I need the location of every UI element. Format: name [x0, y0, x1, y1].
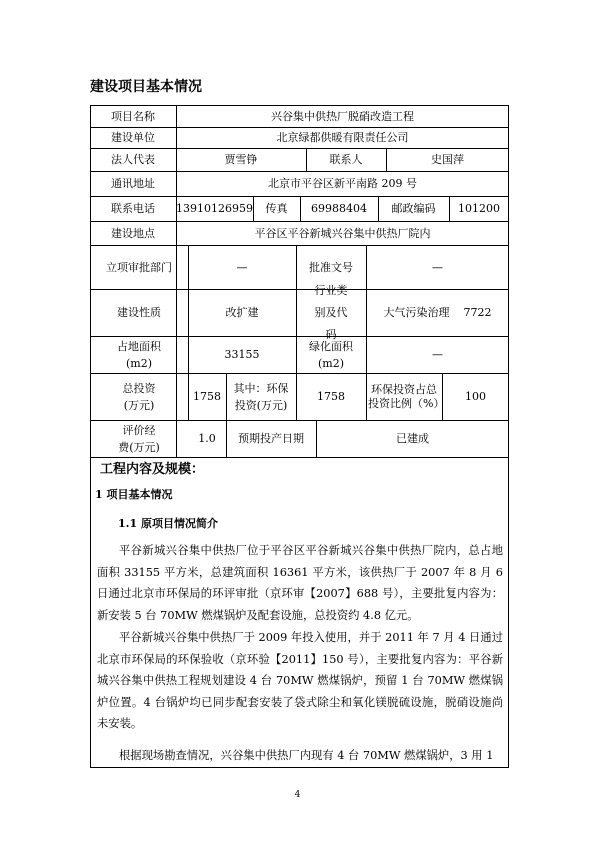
content-heading: 工程内容及规模： — [100, 462, 205, 477]
env-invest-label: 其中：环保投资(万元) — [233, 381, 289, 412]
approval-no-label: 批准文号 — [309, 260, 353, 274]
approval-dept-label: 立项审批部门 — [106, 260, 172, 274]
approval-dept-value: — — [236, 260, 248, 274]
eval-fee-value: 1.0 — [198, 432, 216, 445]
total-invest-label: 总投资(万元) — [122, 381, 156, 412]
contact-label: 联系人 — [329, 153, 363, 166]
fax-label: 传真 — [265, 202, 288, 215]
legal-rep-value: 贾雪铮 — [224, 153, 258, 166]
page-title: 建设项目基本情况 — [90, 79, 202, 95]
industry-label: 行业类别及代码 — [314, 283, 348, 341]
expected-date-value: 已建成 — [396, 432, 429, 445]
legal-rep-label: 法人代表 — [111, 153, 155, 166]
project-name-label: 项目名称 — [111, 109, 155, 123]
address-value: 北京市平谷区新平南路 209 号 — [268, 177, 417, 190]
eval-fee-label: 评价经费(万元) — [118, 423, 160, 454]
builder-value: 北京绿都供暖有限责任公司 — [276, 131, 409, 144]
area-value: 33155 — [224, 348, 260, 361]
expected-date-label: 预期投产日期 — [238, 432, 304, 445]
builder-label: 建设单位 — [111, 131, 155, 144]
project-name-value: 兴谷集中供热厂脱硝改造工程 — [271, 109, 414, 123]
page-number: 4 — [294, 790, 301, 800]
paragraph: 平谷新城兴谷集中供热厂于 2009 年投入使用，并于 2011 年 7 月 4 日通过北京市环保局的环保验收（京环验【2011】150 号），主要批复内容为：平谷新城兴谷集中供热工程规划建设 4 台 70MW 燃煤锅炉，预留 1 台 70MW 燃煤锅炉位置。4 台锅炉均已同步配套安装了袋式除尘和氧化镁脱硫设施，脱硝设施尚未安装。 — [97, 631, 503, 730]
postcode-label: 邮政编码 — [391, 202, 436, 215]
area-label: 占地面积(m2) — [117, 339, 161, 370]
industry-value: 大气污染治理 7722 — [383, 306, 492, 319]
contact-value: 史国萍 — [431, 153, 464, 166]
phone-label: 联系电话 — [111, 202, 155, 215]
green-area-value: — — [432, 348, 443, 361]
green-area-label: 绿化面积(m2) — [309, 339, 353, 370]
address-label: 通讯地址 — [111, 177, 155, 190]
env-ratio-label: 环保投资占总投资比例（%） — [368, 382, 445, 410]
site-value: 平谷区平谷新城兴谷集中供热厂院内 — [254, 226, 431, 240]
total-invest-value: 1758 — [193, 390, 221, 403]
approval-no-value: — — [432, 260, 443, 274]
phone-value: 13910126959 — [176, 202, 253, 215]
nature-value: 改扩建 — [225, 306, 259, 319]
postcode-value: 101200 — [458, 202, 500, 215]
fax-value: 69988404 — [311, 202, 367, 215]
subsub-heading: 1.1 原项目情况简介 — [118, 517, 218, 530]
env-ratio-value: 100 — [465, 390, 486, 403]
nature-label: 建设性质 — [117, 306, 161, 319]
site-label: 建设地点 — [111, 226, 155, 240]
paragraph: 根据现场勘查情况，兴谷集中供热厂内现有 4 台 70MW 燃煤锅炉，3 用 1 — [119, 749, 494, 762]
sub-heading: 1 项目基本情况 — [95, 488, 173, 501]
env-invest-value: 1758 — [317, 390, 345, 403]
paragraph: 平谷新城兴谷集中供热厂位于平谷区平谷新城兴谷集中供热厂院内，总占地面积 33155 平方米，总建筑面积 16361 平方米，该供热厂于 2007 年 8 月 6 日通过北京市环保局的环评审批（京环审【2007】688 号），主要批复内容为：新安装 5 台 70MW 燃煤锅炉及配套设施，总投资约 4.8 亿元。 — [97, 544, 503, 622]
